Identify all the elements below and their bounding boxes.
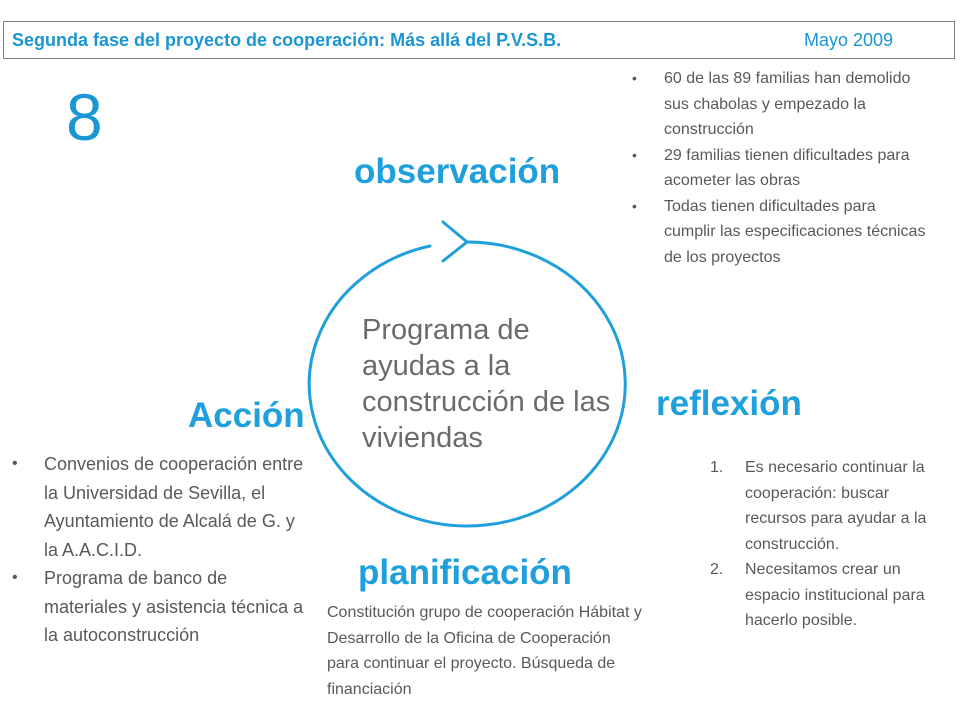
stage-observacion: observación bbox=[354, 152, 561, 191]
accion-list bbox=[10, 450, 310, 650]
cycle-center-text: Programa de ayudas a la construcción de las viviendas bbox=[362, 314, 611, 454]
list-item: • Todas tienen dificultades para cumplir las especificaciones técnicas de los proyectos bbox=[630, 194, 930, 271]
list-item bbox=[708, 557, 948, 634]
list-number: 1. bbox=[710, 459, 724, 476]
header-title: Segunda fase del proyecto de cooperación: Más allá del P.V.S.B. bbox=[12, 30, 562, 50]
reflexion-list bbox=[708, 455, 948, 634]
list-item: • Convenios de cooperación entre la Universidad de Sevilla, el Ayuntamiento de Alcalá de G. y la A.A.C.I.D. bbox=[10, 450, 310, 564]
list-item: • Programa de banco de materiales y asistencia técnica a la autoconstrucción bbox=[10, 564, 310, 650]
cycle-arrowhead bbox=[443, 222, 467, 261]
list-number: 2. bbox=[710, 561, 724, 578]
list-item: • 29 familias tienen dificultades para acometer las obras bbox=[630, 143, 930, 194]
header-date: Mayo 2009 bbox=[804, 30, 894, 50]
planificacion-text: Constitución grupo de cooperación Hábitat y Desarrollo de la Oficina de Cooperación para continuar el proyecto. Búsqueda de financiación bbox=[327, 604, 642, 698]
list-item-text: Es necesario continuar la cooperación: buscar recursos para ayudar a la construcción. bbox=[745, 459, 927, 553]
slide-number: 8 bbox=[66, 80, 103, 154]
observacion-list bbox=[630, 66, 930, 270]
stage-accion: Acción bbox=[188, 396, 305, 435]
stage-reflexion: reflexión bbox=[656, 384, 802, 423]
list-item bbox=[708, 455, 948, 557]
list-item: • 60 de las 89 familias han demolido sus chabolas y empezado la construcción bbox=[630, 66, 930, 143]
list-item-text: Necesitamos crear un espacio institucional para hacerlo posible. bbox=[745, 561, 925, 629]
stage-planificacion: planificación bbox=[358, 553, 572, 592]
